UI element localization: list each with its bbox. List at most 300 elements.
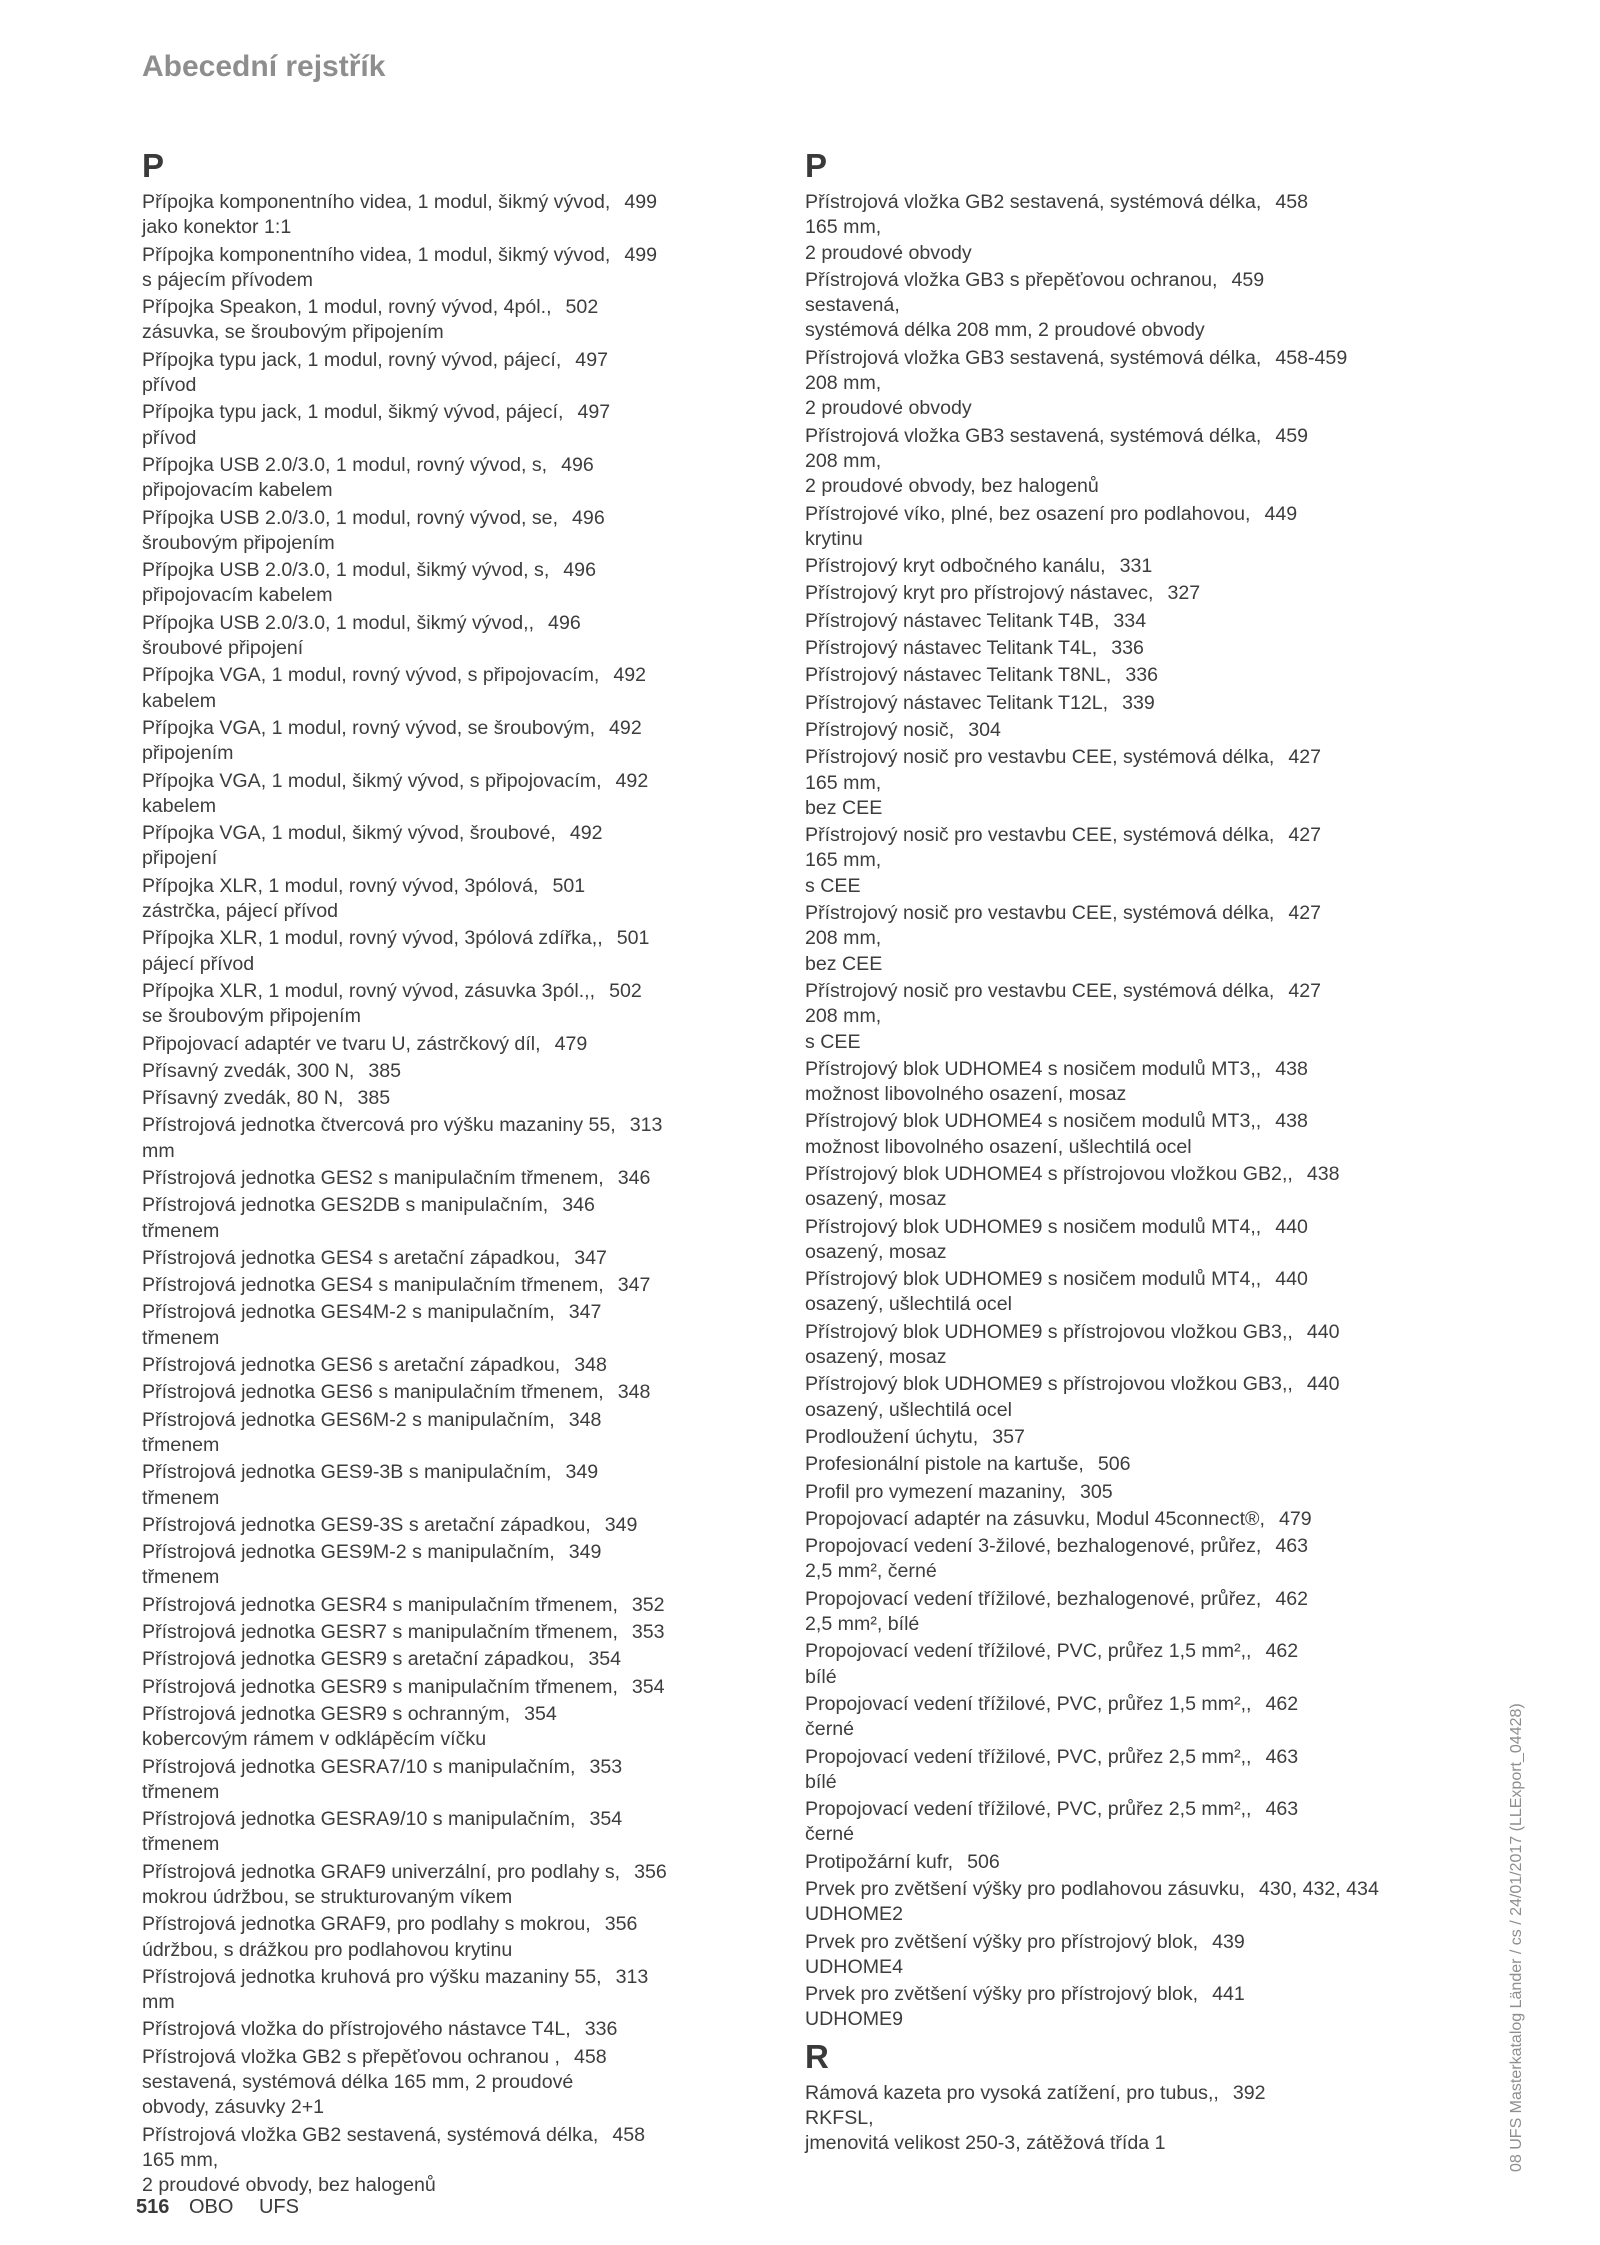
index-entry [805,901,1405,977]
entry-term [142,2045,742,2070]
entry-term [805,190,1405,215]
entry-text: Přístrojové víko, plné, bez osazení pro podlahovou, [805,502,1251,525]
entry-term-continuation [805,2131,1405,2156]
entry-term [805,823,1405,848]
entry-text: třmenem [142,1219,220,1242]
index-entry [142,1246,742,1271]
entry-page-ref: 441 [1212,1983,1245,2006]
entry-text: Přístrojová vložka do přístrojového nástavce T4L, [142,2018,571,2041]
index-entry [142,1755,742,1806]
entry-text: se šroubovým připojením [142,1005,361,1028]
entry-text: 165 mm, [142,2148,219,2171]
index-entry [142,1807,742,1858]
entry-text: třmenem [142,1486,220,1509]
entry-text: 208 mm, [805,1005,882,1028]
index-entry [805,1109,1405,1160]
entry-text: Přípojka typu jack, 1 modul, rovný vývod, pájecí, [142,348,562,371]
entry-page-ref: 347 [568,1301,602,1324]
index-entry [805,718,1405,743]
entry-term [142,663,742,688]
entry-text: UDHOME4 [805,1955,903,1978]
entry-page-ref: 458 [573,2045,607,2068]
index-entry [142,979,742,1030]
entry-list [805,2081,1405,2157]
entry-text: šroubové připojení [142,637,304,660]
index-entry [142,1647,742,1672]
entry-term [805,979,1405,1004]
entry-text: krytinu [805,527,863,550]
entry-text: Protipožární kufr, [805,1850,954,1873]
entry-page-ref: 502 [609,979,642,1002]
entry-page-ref: 304 [968,718,1001,741]
entry-page-ref: 496 [563,559,596,582]
entry-term [805,1452,1405,1477]
entry-term [805,1320,1405,1345]
entry-term-continuation [142,2173,742,2198]
entry-text: Přístrojový nástavec Telitank T8NL, [805,664,1112,687]
entry-page-ref: 463 [1265,1798,1299,1821]
entry-text: Přístrojová jednotka GES6 s manipulačním třmenem, [142,1381,604,1404]
entry-text: osazený, ušlechtilá ocel [805,1398,1012,1421]
entry-text: Přípojka Speakon, 1 modul, rovný vývod, 4pól., [142,296,552,319]
entry-term-continuation [805,771,1405,796]
index-entry [805,745,1405,821]
entry-term-continuation [142,1433,742,1458]
entry-term [142,926,742,951]
entry-text: Přístrojový blok UDHOME9 s nosičem modulů MT4,, [805,1215,1262,1238]
entry-page-ref: 492 [613,664,647,687]
entry-text: 2,5 mm², černé [805,1560,937,1583]
entry-page-ref: 346 [617,1166,651,1189]
index-entry [142,400,742,451]
entry-text: RKFSL, [805,2107,874,2130]
entry-term-continuation [142,215,742,240]
entry-page-ref: 357 [992,1425,1025,1448]
entry-term-continuation [142,2070,742,2095]
entry-term-continuation [805,1292,1405,1317]
entry-page-ref: 353 [631,1621,665,1644]
entry-page-ref: 449 [1264,502,1298,525]
entry-text: Přípojka XLR, 1 modul, rovný vývod, zásuvka 3pól.,, [142,979,596,1002]
entry-page-ref: 336 [1111,637,1144,660]
index-entry [142,1273,742,1298]
entry-page-ref: 346 [562,1194,595,1217]
entry-term-continuation [805,1187,1405,1212]
entry-term [142,1675,742,1700]
entry-page-ref: 462 [1265,1640,1299,1663]
entry-term-continuation [142,1486,742,1511]
entry-page-ref: 496 [572,506,605,529]
entry-text: Přístrojová jednotka GESRA7/10 s manipulačním, [142,1755,576,1778]
entry-text: Přípojka komponentního videa, 1 modul, šikmý vývod, [142,191,611,213]
entry-text: Přístrojový blok UDHOME9 s přístrojovou vložkou GB3,, [805,1373,1293,1396]
entry-term [142,1702,742,1727]
entry-text: bez CEE [805,796,883,819]
index-entry [805,581,1405,606]
entry-text: Přístrojová jednotka GES4 s aretační západkou, [142,1246,561,1269]
entry-term [805,609,1405,634]
entry-text: kabelem [142,794,217,817]
entry-term-continuation [805,1398,1405,1423]
index-entry [805,691,1405,716]
entry-text: třmenem [142,1566,220,1589]
entry-term-continuation [142,899,742,924]
entry-term-continuation [805,796,1405,821]
entry-text: Přísavný zvedák, 80 N, [142,1087,344,1110]
entry-text: Přístrojový blok UDHOME9 s přístrojovou vložkou GB3,, [805,1320,1293,1343]
entry-text: Přístrojová jednotka GES6 s aretační západkou, [142,1354,561,1377]
index-entry [142,1675,742,1700]
entry-term-continuation [142,426,742,451]
entry-text: Přípojka USB 2.0/3.0, 1 modul, rovný vývod, s, [142,453,548,476]
entry-term-continuation [805,1004,1405,1029]
entry-text: Přístrojová jednotka GES2DB s manipulačním, [142,1194,549,1217]
entry-page-ref: 459 [1231,268,1265,291]
entry-text: černé [805,1718,855,1741]
entry-term [142,1032,742,1057]
entry-text: šroubovým připojením [142,531,335,554]
entry-term-continuation [805,1822,1405,1847]
entry-text: Rámová kazeta pro vysoká zatížení, pro tubus,, [805,2081,1219,2104]
entry-text: Prvek pro zvětšení výšky pro podlahovou zásuvku, [805,1878,1245,1900]
section-name: UFS [258,2196,299,2218]
entry-term [142,295,742,320]
entry-text: třmenem [142,1780,220,1803]
section-letter: P [142,147,165,184]
index-entry [142,1380,742,1405]
entry-term [805,1215,1405,1240]
entry-text: Přístrojová jednotka GES9-3B s manipulačním, [142,1461,552,1484]
entry-page-ref: 427 [1288,746,1322,769]
entry-list [142,190,742,2199]
entry-text: Prvek pro zvětšení výšky pro přístrojový blok, [805,1983,1199,2006]
entry-text: Přístrojová jednotka GES6M-2 s manipulačním, [142,1408,555,1431]
entry-term-continuation [805,474,1405,499]
entry-text: Přístrojový kryt pro přístrojový nástavec, [805,582,1154,605]
entry-text: Přípojka USB 2.0/3.0, 1 modul, šikmý vývod,, [142,611,535,634]
entry-term-continuation [142,1219,742,1244]
index-entry [142,506,742,557]
entry-text: systémová délka 208 mm, 2 proudové obvody [805,319,1205,342]
entry-text: Přístrojová jednotka GESRA9/10 s manipulačním, [142,1808,576,1831]
index-entry [805,1162,1405,1213]
entry-text: kobercovým rámem v odklápěcím víčku [142,1728,487,1751]
entry-text: mm [142,1139,175,1162]
entry-term [142,1460,742,1485]
entry-text: Přípojka XLR, 1 modul, rovný vývod, 3pólová zdířka,, [142,927,603,950]
index-entry [805,1452,1405,1477]
entry-text: 165 mm, [805,216,882,239]
entry-term [142,400,742,425]
entry-page-ref: 392 [1232,2081,1266,2104]
index-entry [805,1692,1405,1743]
entry-text: Přípojka typu jack, 1 modul, šikmý vývod, pájecí, [142,401,564,424]
entry-text: osazený, mosaz [805,1188,947,1211]
entry-page-ref: 356 [604,1913,638,1936]
entry-term [142,1113,742,1138]
index-entry [142,2017,742,2042]
section-letter: P [805,147,828,184]
entry-term [142,1086,742,1111]
entry-page-ref: 354 [631,1675,665,1698]
index-entry [142,663,742,714]
entry-term [805,745,1405,770]
index-entry [142,769,742,820]
entry-term [805,1480,1405,1505]
entry-text: UDHOME2 [805,1903,903,1926]
entry-text: Přístrojová jednotka čtvercová pro výšku mazaniny 55, [142,1114,616,1137]
entry-page-ref: 348 [568,1408,602,1431]
entry-text: Přístrojový nástavec Telitank T4B, [805,609,1100,632]
entry-text: černé [805,1823,855,1846]
index-entry [142,1166,742,1191]
entry-text: třmenem [142,1833,220,1856]
index-entry [805,1320,1405,1371]
entry-term-continuation [142,1565,742,1590]
entry-term [805,1797,1405,1822]
entry-text: bez CEE [805,952,883,975]
index-entry [142,1353,742,1378]
entry-text: 208 mm, [805,372,882,395]
entry-page-ref: 336 [1125,664,1159,687]
entry-term-continuation [142,1885,742,1910]
entry-term-continuation [805,2007,1405,2032]
entry-term [142,1353,742,1378]
entry-page-ref: 502 [565,296,599,319]
entry-term [142,1807,742,1832]
entry-term [142,1912,742,1937]
entry-term [142,1300,742,1325]
entry-term-continuation [805,1955,1405,1980]
entry-term-continuation [805,241,1405,266]
entry-page-ref: 438 [1275,1110,1308,1133]
entry-page-ref: 492 [569,822,603,845]
entry-term-continuation [805,952,1405,977]
entry-text: Propojovací vedení 3-žilové, bezhalogenové, průřez, [805,1535,1262,1558]
entry-term-continuation [805,1135,1405,1160]
entry-page-ref: 427 [1288,979,1322,1002]
entry-page-ref: 492 [609,716,642,739]
entry-text: Propojovací vedení třížilové, PVC, průřez 1,5 mm²,, [805,1692,1252,1715]
index-entry [805,1534,1405,1585]
entry-page-ref: 348 [617,1381,651,1404]
entry-text: 2 proudové obvody [805,397,972,420]
entry-text: Připojovací adaptér ve tvaru U, zástrčkový díl, [142,1032,541,1055]
entry-page-ref: 339 [1122,691,1155,714]
entry-text: Přípojka USB 2.0/3.0, 1 modul, rovný vývod, se, [142,506,559,529]
brand-name: OBO [188,2196,234,2218]
index-entry [142,295,742,346]
entry-term-continuation [805,371,1405,396]
entry-text: připojením [142,742,234,765]
entry-text: Přístrojový blok UDHOME4 s nosičem modulů MT3,, [805,1057,1262,1080]
entry-page-ref: 427 [1288,902,1322,925]
entry-term [142,2123,742,2148]
index-entry [142,243,742,294]
entry-page-ref: 479 [554,1032,588,1055]
entry-term-continuation [142,478,742,503]
entry-term-continuation [142,320,742,345]
index-entry [805,2081,1405,2157]
entry-term-continuation [142,531,742,556]
entry-text: Přístrojová jednotka GES9M-2 s manipulačním, [142,1541,555,1564]
entry-page-ref: 354 [588,1648,622,1671]
entry-page-ref: 356 [634,1860,667,1883]
index-entry [142,1193,742,1244]
entry-term [142,979,742,1004]
entry-term-continuation [805,1240,1405,1265]
entry-term [805,1850,1405,1875]
entry-text: Přístrojový blok UDHOME4 s nosičem modulů MT3,, [805,1110,1262,1133]
entry-term [142,506,742,531]
entry-term-continuation [142,1938,742,1963]
entry-term [142,821,742,846]
page-number: 516 [136,2196,170,2218]
entry-term [805,502,1405,527]
index-entry [805,1797,1405,1848]
entry-text: Přísavný zvedák, 300 N, [142,1059,355,1082]
entry-text: Prvek pro zvětšení výšky pro přístrojový blok, [805,1930,1199,1953]
index-entry [805,1507,1405,1532]
entry-text: Přístrojová vložka GB3 sestavená, systémová délka, [805,346,1262,369]
entry-text: Přístrojová jednotka GESR7 s manipulačním třmenem, [142,1621,618,1644]
index-entry [142,1702,742,1753]
entry-term [142,1647,742,1672]
entry-term [805,1692,1405,1717]
entry-page-ref: 501 [552,874,586,897]
entry-term [805,1267,1405,1292]
entry-term [142,190,742,215]
entry-term [805,1507,1405,1532]
entry-term-continuation [142,1727,742,1752]
entry-term-continuation [142,2148,742,2173]
entry-text: Prodloužení úchytu, [805,1425,979,1448]
entry-text: Přístrojová jednotka GESR9 s ochranným, [142,1702,511,1725]
entry-text: s CEE [805,874,861,897]
index-entry [805,1215,1405,1266]
index-entry [142,1032,742,1057]
entry-term-continuation [142,1139,742,1164]
entry-page-ref: 427 [1288,824,1322,847]
entry-text: Přístrojová vložka GB2 sestavená, systémová délka, [142,2123,599,2146]
entry-term-continuation [805,215,1405,240]
entry-text: pájecí přívod [142,952,255,975]
entry-term [142,1620,742,1645]
entry-term-continuation [805,874,1405,899]
entry-term [805,1162,1405,1187]
index-entry [805,1425,1405,1450]
entry-page-ref: 497 [577,401,611,424]
entry-text: sestavená, [805,294,900,317]
index-entry [805,1057,1405,1108]
entry-page-ref: 440 [1306,1320,1340,1343]
index-entry [142,1460,742,1511]
index-column-left [142,146,742,2201]
entry-term [142,874,742,899]
entry-term [142,1513,742,1538]
entry-text: mokrou údržbou, se strukturovaným víkem [142,1886,513,1908]
entry-text: bílé [805,1770,837,1793]
index-entry [805,554,1405,579]
entry-term-continuation [142,846,742,871]
index-entry [805,1639,1405,1690]
entry-term [805,554,1405,579]
entry-term-continuation [142,741,742,766]
index-entry [142,558,742,609]
entry-page-ref: 305 [1080,1480,1113,1503]
entry-term [142,1166,742,1191]
entry-term [805,1982,1405,2007]
entry-term [805,268,1405,293]
entry-text: Přístrojová vložka GB3 sestavená, systémová délka, [805,424,1262,447]
entry-page-ref: 440 [1275,1268,1308,1291]
entry-term-continuation [805,1082,1405,1107]
entry-text: Přístrojový blok UDHOME9 s nosičem modulů MT4,, [805,1268,1262,1291]
entry-term [142,1540,742,1565]
index-entry [805,190,1405,266]
index-entry [805,1745,1405,1796]
entry-term-continuation [805,2106,1405,2131]
entry-page-ref: 349 [604,1513,638,1536]
entry-text: bílé [805,1665,837,1688]
entry-page-ref: 458 [1275,191,1309,213]
entry-text: 165 mm, [805,849,882,872]
entry-page-ref: 459 [1275,424,1309,447]
index-entry [142,453,742,504]
entry-term [142,348,742,373]
index-entry [142,821,742,872]
entry-term-continuation [805,396,1405,421]
entry-page-ref: 496 [561,453,594,476]
entry-text: kabelem [142,689,217,712]
index-entry [142,1086,742,1111]
index-entry [805,1267,1405,1318]
section-letter: R [805,2037,829,2075]
entry-text: připojení [142,847,218,870]
entry-term [805,1745,1405,1770]
entry-page-ref: 499 [624,191,658,213]
entry-text: osazený, ušlechtilá ocel [805,1293,1012,1316]
entry-term [805,901,1405,926]
index-entry [142,926,742,977]
entry-text: přívod [142,374,197,397]
entry-page-ref: 501 [616,927,650,950]
index-entry [805,1480,1405,1505]
index-entry [142,1408,742,1459]
entry-text: 2 proudové obvody, bez halogenů [805,475,1099,498]
entry-page-ref: 499 [624,243,658,266]
entry-text: Přístrojová jednotka GES2 s manipulačním třmenem, [142,1166,604,1189]
entry-text: Propojovací vedení třížilové, PVC, průřez 2,5 mm²,, [805,1745,1252,1768]
entry-term-continuation [805,848,1405,873]
entry-term-continuation [805,1612,1405,1637]
entry-text: 208 mm, [805,449,882,472]
index-entry [142,1965,742,2016]
entry-text: zástrčka, pájecí přívod [142,900,339,923]
index-entry [142,1912,742,1963]
index-entry [805,1982,1405,2033]
entry-text: Propojovací vedení třížilové, PVC, průřez 1,5 mm²,, [805,1640,1252,1663]
entry-page-ref: 385 [368,1059,402,1082]
entry-text: Profesionální pistole na kartuše, [805,1453,1084,1476]
index-entry [805,346,1405,422]
entry-text: Přípojka VGA, 1 modul, rovný vývod, s připojovacím, [142,664,600,687]
index-entry [805,1930,1405,1981]
entry-page-ref: 458-459 [1275,346,1348,369]
entry-page-ref: 439 [1212,1930,1245,1953]
entry-term [142,453,742,478]
entry-page-ref: 440 [1306,1373,1340,1396]
